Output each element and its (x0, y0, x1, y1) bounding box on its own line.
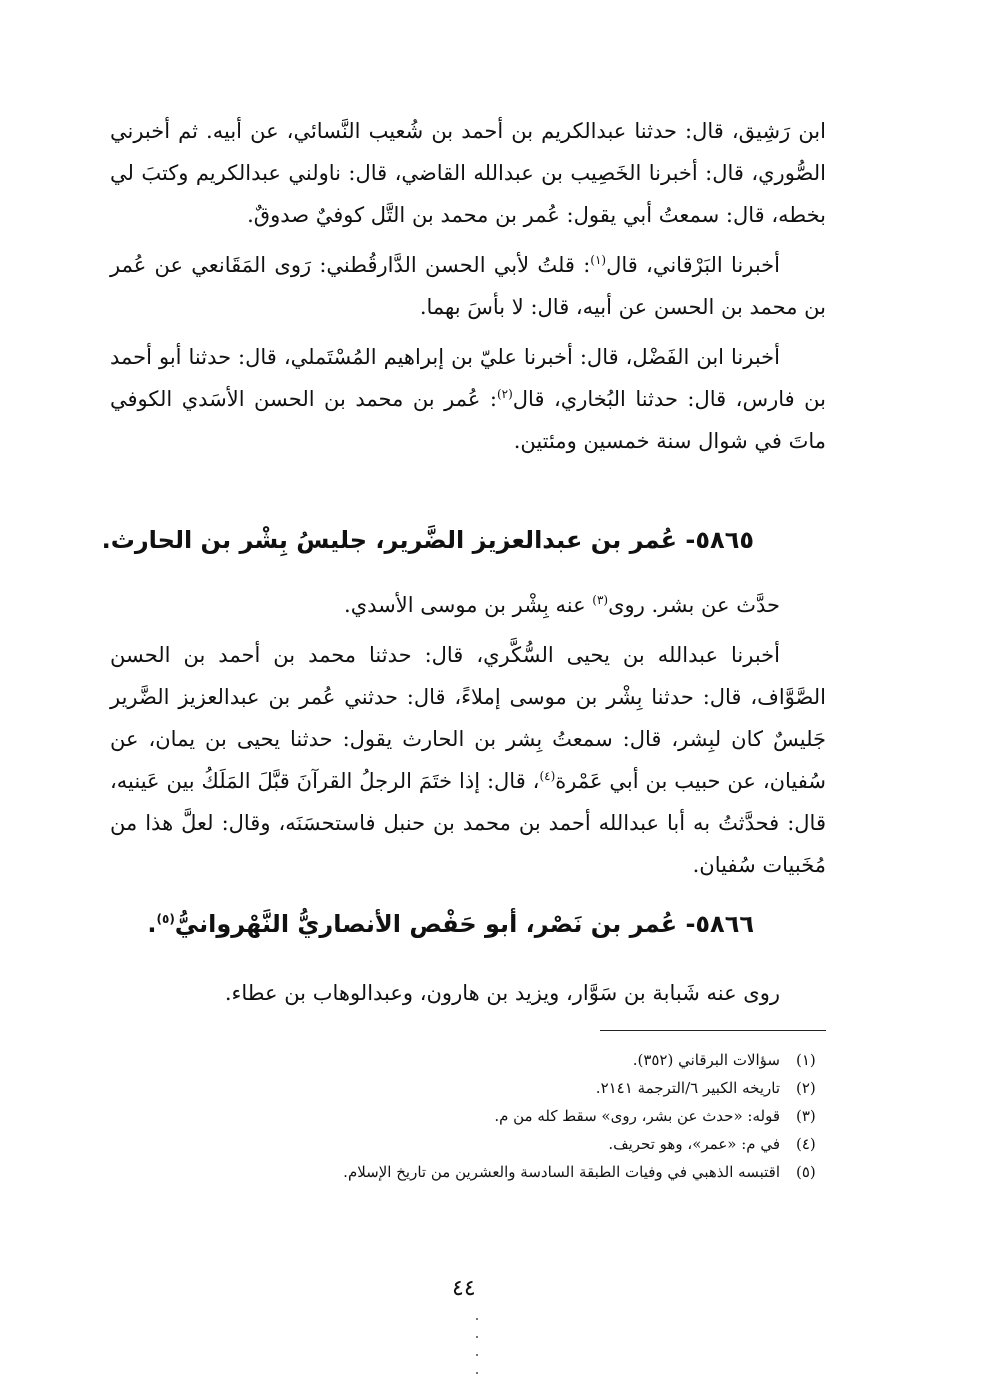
footnote-number: (٢) (796, 1079, 816, 1097)
footnote (222, 1074, 822, 1102)
footnote (222, 1130, 822, 1158)
entry-heading-end: . (147, 910, 157, 938)
footnote-text: اقتبسه الذهبي في وفيات الطبقة السادسة والعشرين من تاريخ الإسلام. (343, 1163, 780, 1181)
footnote-number: (٣) (796, 1107, 816, 1125)
footnote-ref[interactable]: (٤) (539, 769, 556, 783)
text-block-3 (110, 972, 826, 1014)
paragraph-text: أخبرنا البَرْقاني، قال (606, 253, 781, 277)
entry-heading: ٥٨٦٥- عُمر بن عبدالعزيز الضَّرير، جليسُ بِشْر بن الحارث. (101, 526, 754, 554)
footnote (222, 1046, 822, 1074)
footnote-text: سؤالات البرقاني (٣٥٢). (632, 1051, 780, 1069)
entry-heading-text: ٥٨٦٦- عُمر بن نَصْر، أبو حَفْص الأنصاريُّ النَّهْروانيُّ (174, 910, 754, 938)
paragraph-text: : قلتُ لأبي الحسن الدَّارقُطني: رَوى المَقَانعي عن عُمر بن محمد بن الحسن عن أبيه، قال: لا بأسَ بهما. (110, 253, 826, 319)
text-block-2 (110, 584, 826, 886)
paragraph (110, 634, 826, 886)
paragraph (110, 336, 826, 462)
scan-speck (476, 1354, 478, 1356)
footnote-text: تاريخه الكبير ٦/الترجمة ٢١٤١. (595, 1079, 780, 1097)
paragraph-text: حدَّث عن بشر. روى (608, 593, 780, 617)
scan-speck (476, 1336, 478, 1338)
footnote-text: قوله: «حدث عن بشر، روى» سقط كله من م. (494, 1107, 780, 1125)
paragraph-text: ، قال: إذا ختَمَ الرجلُ القرآنَ قبَّلَ المَلَكُ بين عَينيه، قال: فحدَّثتُ به أبا عبدالله أحمد بن محمد بن حنبل فاستحسَنَه، وقال: لعلَّ هذا من مُخَبيات سُفيان. (110, 769, 826, 877)
paragraph (110, 244, 826, 328)
footnote (222, 1102, 822, 1130)
entry-heading (147, 910, 754, 938)
footnote-ref[interactable]: (٢) (496, 387, 513, 401)
footnote (222, 1158, 822, 1186)
paragraph-text: : عُمر بن محمد بن الحسن الأسَدي الكوفي ماتَ في شوال سنة خمسين ومئتين. (110, 387, 826, 453)
paragraph-text: أخبرنا ابن الفَضْل، قال: أخبرنا عليّ بن إبراهيم المُسْتَملي، قال: حدثنا أبو أحمد بن فارس، قال: حدثنا البُخاري، قال (110, 345, 826, 411)
scan-speck (476, 1318, 478, 1320)
footnote-number: (٤) (796, 1135, 816, 1153)
text-block-1 (110, 110, 826, 462)
footnote-ref[interactable]: (١) (590, 253, 607, 267)
footnote-number: (٥) (796, 1163, 816, 1181)
paragraph (110, 584, 826, 626)
paragraph-text: أخبرنا عبدالله بن يحيى السُّكَّري، قال: حدثنا محمد بن أحمد بن الحسن الصَّوَّاف، قال: حدثنا بِشْر بن موسى إملاءً، قال: حدثني عُمر بن عبدالعزيز الضَّرير جَليسٌ كان لبِشر، قال: سمعتُ بِشر بن الحارث يقول: حدثنا يحيى بن يمان، عن سُفيان، عن حبيب بن أبي عَمْرة (110, 643, 826, 793)
scan-speck (476, 1372, 478, 1374)
footnote-divider (600, 1030, 826, 1031)
footnotes (222, 1046, 822, 1186)
footnote-ref[interactable]: (٥) (156, 912, 175, 926)
page-number: ٤٤ (452, 1276, 476, 1301)
paragraph-text: عنه بِشْر بن موسى الأسدي. (344, 593, 593, 617)
footnote-text: في م: «عمر»، وهو تحريف. (608, 1135, 780, 1153)
paragraph: روى عنه شَبابة بن سَوَّار، ويزيد بن هارون، وعبدالوهاب بن عطاء. (224, 981, 780, 1005)
paragraph: ابن رَشِيق، قال: حدثنا عبدالكريم بن أحمد بن شُعيب النَّسائي، عن أبيه. ثم أخبرني الصُّوري، قال: أخبرنا الخَصِيب بن عبدالله القاضي، قال: ناولني عبدالكريم وكتبَ لي بخطه، قال: سمعتُ أبي يقول: عُمر بن محمد بن التَّل كوفيٌ صدوقٌ. (110, 119, 826, 227)
footnote-number: (١) (796, 1051, 816, 1069)
footnote-ref[interactable]: (٣) (592, 593, 609, 607)
